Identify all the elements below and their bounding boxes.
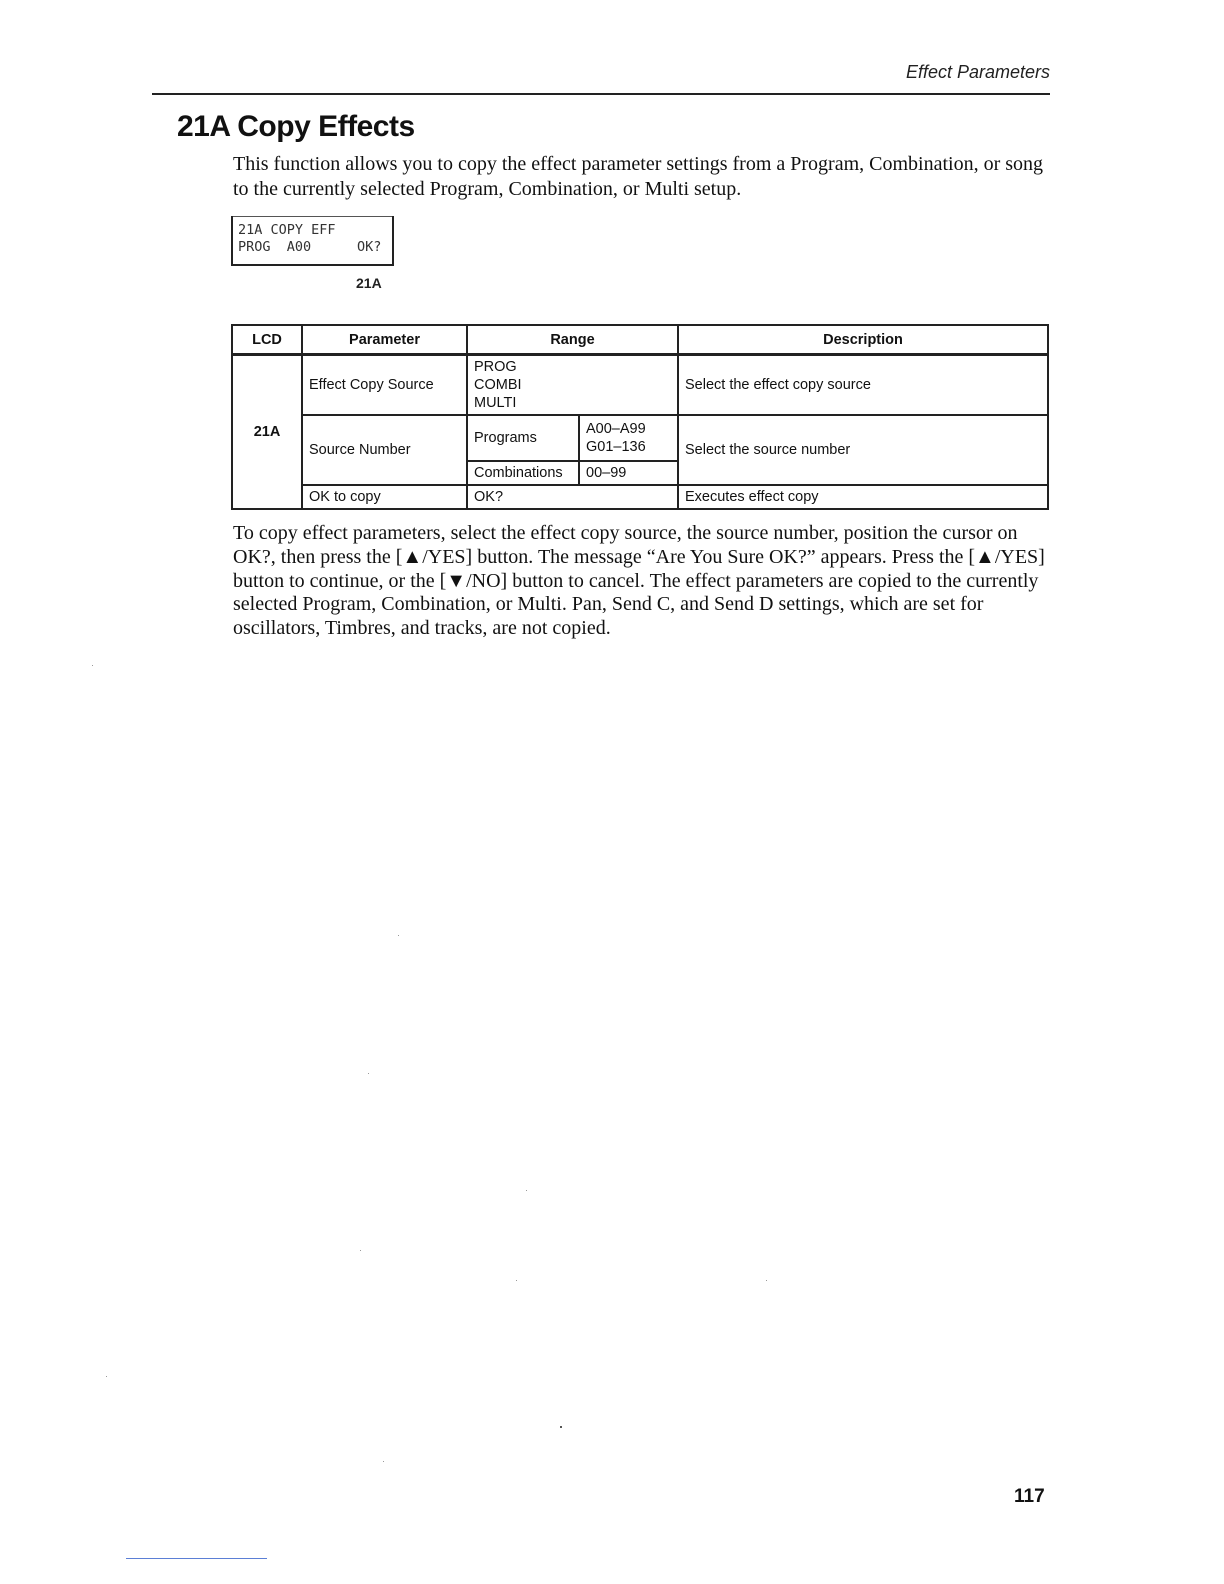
range-line: G01–136 — [586, 439, 646, 455]
lcd-line-2-right: OK? — [357, 239, 382, 255]
lcd-screen — [231, 216, 394, 266]
header-parameter: Parameter — [302, 325, 467, 355]
scan-speck — [516, 1280, 517, 1281]
description-cell: Select the source number — [678, 415, 1048, 485]
lcd-cell: 21A — [232, 355, 302, 510]
header-lcd: LCD — [232, 325, 302, 355]
range-cell — [467, 355, 678, 416]
lcd-caption: 21A — [356, 275, 382, 291]
scan-speck — [526, 1190, 527, 1191]
lcd-line-2-left: PROG A00 — [238, 239, 312, 255]
range-cell: OK? — [467, 485, 678, 509]
lcd-line-1: 21A COPY EFF — [238, 222, 336, 238]
scan-speck — [383, 1461, 384, 1462]
range-line: PROG — [474, 359, 517, 375]
running-header: Effect Parameters — [905, 62, 1050, 82]
table-header-row — [232, 325, 1048, 355]
header-range: Range — [467, 325, 678, 355]
instructions-paragraph: To copy effect parameters, select the effect copy source, the source number, position the cursor on OK?, then press the [▲/YES] button. The message “Are You Sure OK?” appears. Press the [▲/YES] button to continue, or the [▼/NO] button to cancel. The effect parameters are copied to the currently selected Program, Combination, or Multi. Pan, Send C, and Send D settings, which are set for oscillators, Timbres, and tracks, are not copied. — [233, 522, 1045, 640]
header-rule — [152, 93, 1050, 95]
scan-speck — [766, 1280, 767, 1281]
intro-paragraph: This function allows you to copy the effect parameter settings from a Program, Combination, or song to the currently selected Program, Combination, or Multi setup. — [233, 153, 1044, 200]
parameter-cell: Source Number — [302, 415, 467, 485]
description-cell: Select the effect copy source — [678, 355, 1048, 416]
section-title: 21A Copy Effects — [177, 110, 415, 143]
scan-speck — [560, 1426, 562, 1428]
scan-speck — [368, 1073, 369, 1074]
range-line: MULTI — [474, 395, 517, 411]
parameter-cell: Effect Copy Source — [302, 355, 467, 416]
scan-speck — [398, 935, 399, 936]
programs-label-cell: Programs — [467, 415, 579, 461]
footer-rule — [126, 1558, 267, 1559]
scan-speck — [92, 665, 93, 666]
description-cell: Executes effect copy — [678, 485, 1048, 509]
scan-speck — [360, 1250, 361, 1251]
parameter-table — [231, 324, 1049, 510]
programs-range-cell — [579, 415, 678, 461]
range-line: COMBI — [474, 377, 522, 393]
header-description: Description — [678, 325, 1048, 355]
combinations-range-cell: 00–99 — [579, 461, 678, 485]
table-row — [232, 485, 1048, 509]
scan-speck — [106, 1376, 107, 1377]
table-row — [232, 415, 1048, 461]
range-line: A00–A99 — [586, 421, 646, 437]
parameter-cell: OK to copy — [302, 485, 467, 509]
combinations-label-cell: Combinations — [467, 461, 579, 485]
table-row — [232, 355, 1048, 416]
page-number: 117 — [1014, 1486, 1045, 1507]
